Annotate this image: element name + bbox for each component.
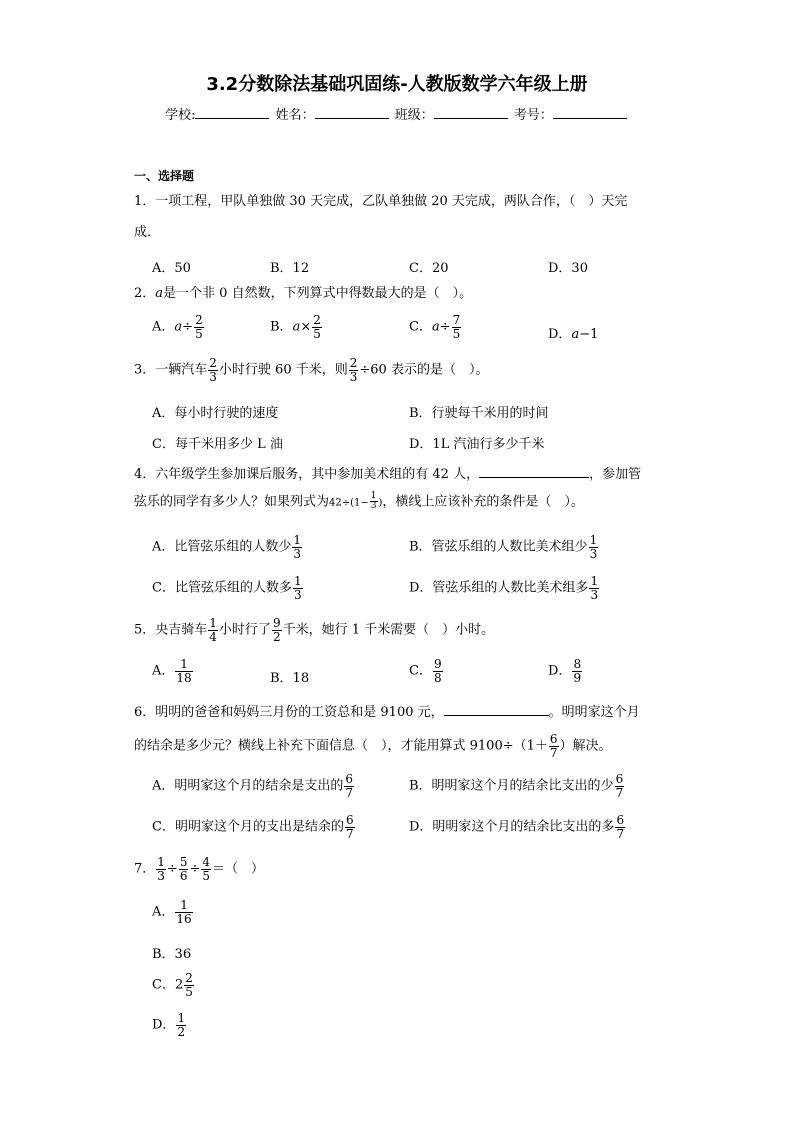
q5-option-a: A． $\frac{1}{18}$ (152, 657, 192, 685)
fraction: $\frac{1}{3}$ (370, 491, 377, 512)
q2-option-a: A．a÷ $\frac{2}{5}$ (152, 313, 203, 341)
fraction: $\frac{9}{2}$ (272, 616, 281, 644)
q6-option-a: A．明明家这个月的结余是支出的 $\frac{6}{7}$ (152, 772, 354, 800)
q6-option-b: B．明明家这个月的结余比支出的少 $\frac{6}{7}$ (409, 772, 624, 800)
fraction: $\frac{2}{3}$ (209, 356, 217, 384)
q3-option-c: C．每千米用多少 L 油 (152, 437, 283, 452)
school-label: 学校: (165, 108, 196, 123)
q3-option-b: B．行驶每千米用的时间 (409, 406, 549, 421)
q1-stem: 1．一项工程，甲队单独做 30 天完成，乙队单独做 20 天完成，两队合作，（ ）天完 (134, 194, 628, 209)
number-label: 考号： (513, 108, 553, 123)
q5-stem: 5．央吉骑车 $\frac{1}{4}$ 小时行了 $\frac{9}{2}$ 千米，她行 1 千米需要（ ）小时。 (134, 616, 495, 644)
fraction: $\frac{2}{5}$ (313, 313, 321, 341)
section-heading: 一、选择题 (134, 169, 195, 183)
q5-option-c: C． $\frac{9}{8}$ (409, 657, 442, 685)
fraction: $\frac{6}{7}$ (549, 732, 558, 760)
fraction: $\frac{1}{3}$ (293, 574, 302, 602)
q6-stem: 6．明明的爸爸和妈妈三月份的工资总和是 9100 元， 。明明家这个月 (134, 705, 640, 720)
fraction: $\frac{1}{3}$ (589, 533, 598, 561)
q1-option-d: D．30 (548, 261, 588, 276)
fraction: $\frac{1}{16}$ (176, 898, 192, 926)
school-blank (195, 106, 269, 119)
number-blank (553, 106, 627, 119)
q1-option-a: A．50 (152, 261, 191, 276)
q4-option-b: B．管弦乐组的人数比美术组少 $\frac{1}{3}$ (409, 533, 598, 561)
q2-option-b: B．a× $\frac{2}{5}$ (270, 313, 321, 341)
q5-option-d: D． $\frac{8}{9}$ (548, 657, 582, 685)
q2-stem: 2．a是一个非 0 自然数，下列算式中得数最大的是（ ）。 (134, 286, 473, 301)
q2-option-d: D．a−1 (548, 327, 599, 342)
page-title: 3.2分数除法基础巩固练-人教版数学六年级上册 (206, 74, 588, 95)
q4-option-d: D．管弦乐组的人数比美术组多 $\frac{1}{3}$ (409, 574, 599, 602)
fraction: $\frac{7}{5}$ (452, 313, 461, 341)
class-label: 班级： (394, 108, 434, 123)
fraction: $\frac{1}{18}$ (176, 657, 192, 685)
q1-option-c: C．20 (409, 261, 449, 276)
q6-option-c: C．明明家这个月的支出是结余的 $\frac{6}{7}$ (152, 813, 354, 841)
fraction: $\frac{1}{2}$ (177, 1011, 186, 1039)
q7-option-a: A． $\frac{1}{16}$ (152, 898, 192, 926)
fraction: $\frac{8}{9}$ (573, 657, 582, 685)
q1-option-b: B．12 (270, 261, 310, 276)
q4-stem-cont: 弦乐的同学有多少人？如果列式为42÷(1− $\frac{1}{3}$ )，横线上应该补充的条件是（ ）。 (134, 491, 584, 512)
q7-stem: 7． $\frac{1}{3}$ ÷ $\frac{5}{6}$ ÷ $\frac{4}{5}$ ＝（ ） (134, 855, 265, 883)
fraction: $\frac{1}{4}$ (209, 616, 217, 644)
q1-stem-cont: 成． (134, 225, 161, 240)
fraction: $\frac{6}{7}$ (616, 813, 625, 841)
q5-option-b: B．18 (270, 671, 310, 686)
q6-option-d: D．明明家这个月的结余比支出的多 $\frac{6}{7}$ (409, 813, 625, 841)
fraction: $\frac{1}{3}$ (590, 574, 599, 602)
fraction: $\frac{6}{7}$ (345, 772, 354, 800)
fraction: $\frac{1}{3}$ (293, 533, 302, 561)
q7-option-c: C．2 $\frac{2}{5}$ (152, 971, 193, 999)
student-info-line (0, 104, 794, 123)
fraction: $\frac{2}{5}$ (195, 313, 203, 341)
q4-option-a: A．比管弦乐组的人数少 $\frac{1}{3}$ (152, 533, 302, 561)
fraction: $\frac{5}{6}$ (179, 855, 188, 883)
name-blank (315, 106, 389, 119)
fraction: $\frac{6}{7}$ (615, 772, 624, 800)
q4-stem: 4．六年级学生参加课后服务，其中参加美术组的有 42 人， ，参加管 (134, 467, 642, 482)
q2-option-c: C．a÷ $\frac{7}{5}$ (409, 313, 461, 341)
class-blank (434, 106, 508, 119)
q7-option-d: D． $\frac{1}{2}$ (152, 1011, 186, 1039)
q7-option-b: B．36 (152, 947, 192, 962)
fraction: $\frac{6}{7}$ (345, 813, 354, 841)
q4-option-c: C．比管弦乐组的人数多 $\frac{1}{3}$ (152, 574, 302, 602)
answer-blank (479, 465, 589, 478)
q3-option-d: D．1L 汽油行多少千米 (409, 437, 545, 452)
fraction: $\frac{9}{8}$ (433, 657, 442, 685)
name-label: 姓名： (275, 108, 315, 123)
fraction: $\frac{1}{3}$ (157, 855, 165, 883)
q3-option-a: A．每小时行驶的速度 (152, 406, 279, 421)
fraction: $\frac{2}{5}$ (185, 971, 193, 999)
q3-stem: 3．一辆汽车 $\frac{2}{3}$ 小时行驶 60 千米，则 $\frac{2}{3}$ ÷60 表示的是（ ）。 (134, 356, 489, 384)
fraction: $\frac{2}{3}$ (349, 356, 358, 384)
answer-blank (444, 703, 549, 716)
variable-a: a (155, 286, 164, 301)
fraction: $\frac{4}{5}$ (202, 855, 211, 883)
q6-stem-cont: 的结余是多少元？横线上补充下面信息（ ），才能用算式 9100÷（1＋ $\frac{6}{7}$ ）解决。 (134, 732, 612, 760)
